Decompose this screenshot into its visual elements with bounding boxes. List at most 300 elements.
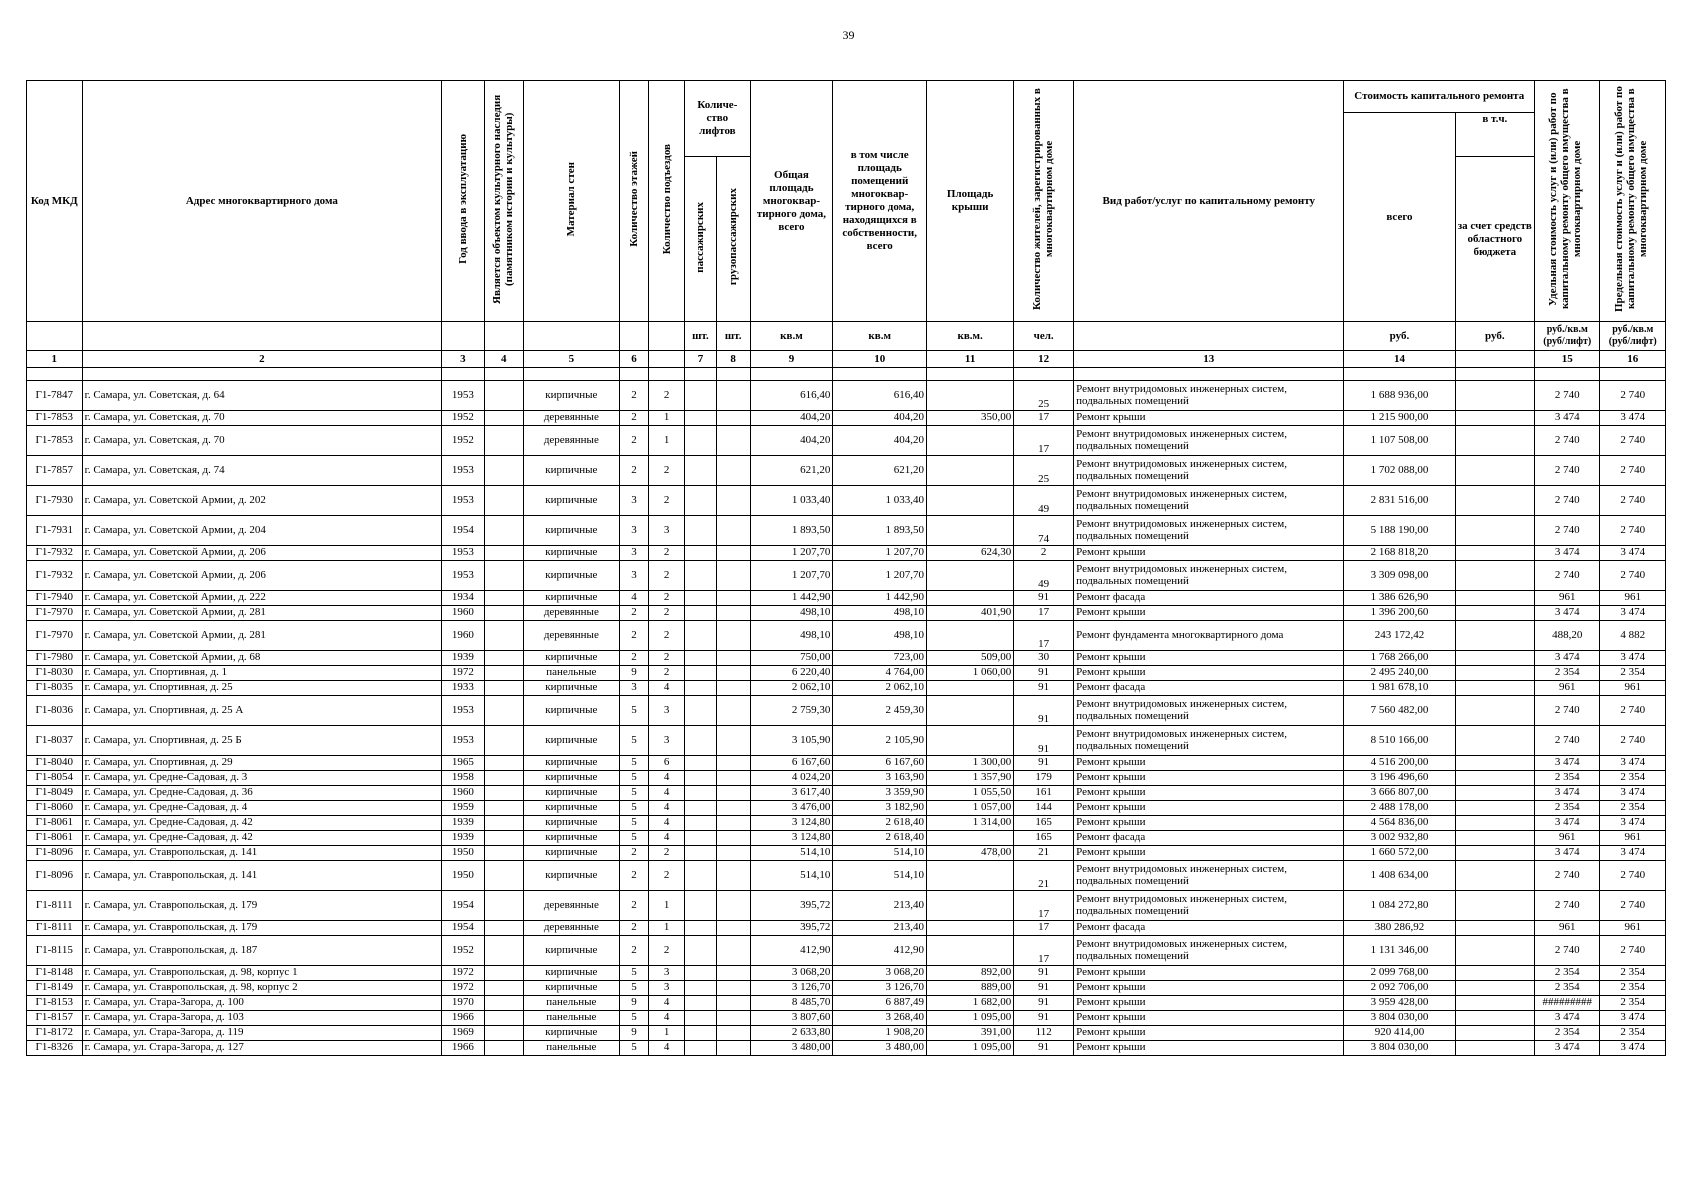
row-floors: 9 (619, 1026, 648, 1041)
row-max-cost: 3 474 (1600, 756, 1666, 771)
row-cost-total: 7 560 482,00 (1344, 696, 1455, 726)
row-code: Г1-8111 (27, 921, 83, 936)
row-entrances: 2 (649, 456, 685, 486)
row-unit-cost: 961 (1535, 831, 1600, 846)
row-address: г. Самара, ул. Советская, д. 70 (82, 426, 442, 456)
row-residents: 25 (1014, 381, 1074, 411)
row-total-area: 2 633,80 (750, 1026, 833, 1041)
row-owned-area: 3 268,40 (833, 1011, 927, 1026)
row-cost-total: 920 414,00 (1344, 1026, 1455, 1041)
row-material: кирпичные (523, 786, 619, 801)
row-total-area: 6 220,40 (750, 666, 833, 681)
row-heritage (484, 726, 523, 756)
row-max-cost: 3 474 (1600, 846, 1666, 861)
row-max-cost: 2 354 (1600, 801, 1666, 816)
row-cargo-lifts (716, 486, 750, 516)
row-work-type: Ремонт крыши (1074, 1011, 1344, 1026)
row-residents: 91 (1014, 981, 1074, 996)
row-code: Г1-8172 (27, 1026, 83, 1041)
row-cargo-lifts (716, 1041, 750, 1056)
row-floors: 3 (619, 516, 648, 546)
row-cost-regional (1455, 606, 1535, 621)
row-code: Г1-8157 (27, 1011, 83, 1026)
row-entrances: 4 (649, 681, 685, 696)
table-row (27, 1026, 1666, 1041)
col-number: 2 (82, 351, 442, 368)
row-floors: 5 (619, 786, 648, 801)
row-total-area: 1 893,50 (750, 516, 833, 546)
row-unit-cost: 488,20 (1535, 621, 1600, 651)
row-address: г. Самара, ул. Ставропольская, д. 187 (82, 936, 442, 966)
table-row (27, 786, 1666, 801)
row-max-cost: 2 740 (1600, 696, 1666, 726)
row-material: деревянные (523, 426, 619, 456)
col-number: 5 (523, 351, 619, 368)
row-material: кирпичные (523, 486, 619, 516)
row-unit-cost: 2 740 (1535, 516, 1600, 546)
row-cost-total: 2 092 706,00 (1344, 981, 1455, 996)
row-code: Г1-8049 (27, 786, 83, 801)
row-residents: 91 (1014, 591, 1074, 606)
unit-rub: руб. (1344, 322, 1455, 351)
row-material: кирпичные (523, 981, 619, 996)
row-work-type: Ремонт внутридомовых инженерных систем, подвальных помещений (1074, 726, 1344, 756)
row-roof-area: 1 682,00 (927, 996, 1014, 1011)
row-work-type: Ремонт внутридомовых инженерных систем, подвальных помещений (1074, 426, 1344, 456)
row-unit-cost: 2 740 (1535, 726, 1600, 756)
row-max-cost: 2 740 (1600, 936, 1666, 966)
row-roof-area (927, 381, 1014, 411)
header-floors: Количество этажей (627, 151, 640, 247)
row-owned-area: 3 163,90 (833, 771, 927, 786)
row-total-area: 498,10 (750, 621, 833, 651)
row-roof-area (927, 516, 1014, 546)
row-cost-total: 2 495 240,00 (1344, 666, 1455, 681)
row-passenger-lifts (685, 771, 717, 786)
col-number (649, 351, 685, 368)
row-max-cost: 2 740 (1600, 726, 1666, 756)
row-owned-area: 1 893,50 (833, 516, 927, 546)
row-residents: 74 (1014, 516, 1074, 546)
table-row (27, 861, 1666, 891)
row-cost-total: 1 768 266,00 (1344, 651, 1455, 666)
col-number: 9 (750, 351, 833, 368)
row-roof-area: 1 300,00 (927, 756, 1014, 771)
row-owned-area: 4 764,00 (833, 666, 927, 681)
row-unit-cost: 2 354 (1535, 1026, 1600, 1041)
row-floors: 5 (619, 801, 648, 816)
row-address: г. Самара, ул. Ставропольская, д. 98, корпус 1 (82, 966, 442, 981)
header-regional: за счет средств областного бюджета (1455, 157, 1535, 322)
row-cargo-lifts (716, 861, 750, 891)
row-code: Г1-7932 (27, 561, 83, 591)
row-entrances: 4 (649, 816, 685, 831)
row-passenger-lifts (685, 621, 717, 651)
header-roof-area: Площадь крыши (927, 81, 1014, 322)
row-unit-cost: 2 740 (1535, 381, 1600, 411)
row-year: 1939 (442, 651, 485, 666)
row-year: 1953 (442, 726, 485, 756)
table-row (27, 411, 1666, 426)
row-roof-area: 391,00 (927, 1026, 1014, 1041)
row-work-type: Ремонт крыши (1074, 996, 1344, 1011)
row-total-area: 498,10 (750, 606, 833, 621)
row-heritage (484, 591, 523, 606)
row-passenger-lifts (685, 786, 717, 801)
row-residents: 17 (1014, 621, 1074, 651)
row-max-cost: 3 474 (1600, 606, 1666, 621)
row-work-type: Ремонт крыши (1074, 411, 1344, 426)
row-floors: 2 (619, 426, 648, 456)
row-heritage (484, 426, 523, 456)
row-cost-regional (1455, 666, 1535, 681)
row-passenger-lifts (685, 516, 717, 546)
row-unit-cost: 2 740 (1535, 696, 1600, 726)
header-work-type: Вид работ/услуг по капитальному ремонту (1074, 81, 1344, 322)
row-max-cost: 2 740 (1600, 861, 1666, 891)
row-code: Г1-7931 (27, 516, 83, 546)
row-address: г. Самара, ул. Советской Армии, д. 222 (82, 591, 442, 606)
row-owned-area: 404,20 (833, 411, 927, 426)
col-number: 15 (1535, 351, 1600, 368)
row-roof-area (927, 831, 1014, 846)
row-cargo-lifts (716, 801, 750, 816)
row-cost-regional (1455, 846, 1535, 861)
row-cost-regional (1455, 786, 1535, 801)
row-code: Г1-8149 (27, 981, 83, 996)
row-address: г. Самара, ул. Стара-Загора, д. 119 (82, 1026, 442, 1041)
row-total-area: 616,40 (750, 381, 833, 411)
row-unit-cost: 2 740 (1535, 456, 1600, 486)
row-passenger-lifts (685, 456, 717, 486)
table-row (27, 816, 1666, 831)
row-heritage (484, 681, 523, 696)
table-row (27, 546, 1666, 561)
row-entrances: 3 (649, 966, 685, 981)
row-passenger-lifts (685, 426, 717, 456)
row-entrances: 4 (649, 801, 685, 816)
header-owned-area: в том числе площадь помещений многоквар-тирного дома, находящихся в собственности, всего (833, 81, 927, 322)
row-year: 1952 (442, 426, 485, 456)
row-year: 1972 (442, 981, 485, 996)
row-roof-area (927, 591, 1014, 606)
row-owned-area: 3 480,00 (833, 1041, 927, 1056)
row-address: г. Самара, ул. Советской Армии, д. 68 (82, 651, 442, 666)
row-max-cost: 3 474 (1600, 651, 1666, 666)
row-roof-area: 1 314,00 (927, 816, 1014, 831)
row-max-cost: 3 474 (1600, 411, 1666, 426)
row-cost-total: 8 510 166,00 (1344, 726, 1455, 756)
row-material: кирпичные (523, 831, 619, 846)
row-residents: 91 (1014, 726, 1074, 756)
row-work-type: Ремонт крыши (1074, 546, 1344, 561)
table-row (27, 456, 1666, 486)
row-unit-cost: 3 474 (1535, 651, 1600, 666)
row-work-type: Ремонт крыши (1074, 816, 1344, 831)
row-cost-regional (1455, 426, 1535, 456)
row-work-type: Ремонт внутридомовых инженерных систем, подвальных помещений (1074, 516, 1344, 546)
row-code: Г1-7980 (27, 651, 83, 666)
row-cost-total: 2 099 768,00 (1344, 966, 1455, 981)
row-roof-area: 509,00 (927, 651, 1014, 666)
row-floors: 4 (619, 591, 648, 606)
row-entrances: 2 (649, 936, 685, 966)
row-heritage (484, 666, 523, 681)
row-total-area: 3 476,00 (750, 801, 833, 816)
row-work-type: Ремонт крыши (1074, 606, 1344, 621)
row-owned-area: 2 459,30 (833, 696, 927, 726)
header-cost-total: всего (1344, 113, 1455, 322)
row-entrances: 3 (649, 516, 685, 546)
row-total-area: 514,10 (750, 846, 833, 861)
header-total-area: Общая площадь многоквар-тирного дома, всего (750, 81, 833, 322)
row-entrances: 2 (649, 666, 685, 681)
row-cargo-lifts (716, 786, 750, 801)
row-year: 1953 (442, 381, 485, 411)
row-address: г. Самара, ул. Советской Армии, д. 281 (82, 621, 442, 651)
row-owned-area: 514,10 (833, 861, 927, 891)
row-max-cost: 2 740 (1600, 456, 1666, 486)
row-year: 1950 (442, 861, 485, 891)
row-max-cost: 961 (1600, 921, 1666, 936)
row-heritage (484, 411, 523, 426)
row-cost-total: 3 666 807,00 (1344, 786, 1455, 801)
row-cost-total: 380 286,92 (1344, 921, 1455, 936)
header-residents: Количество жителей, зарегистрированных в многоквартирном доме (1030, 88, 1055, 310)
col-number: 16 (1600, 351, 1666, 368)
unit-pcs: шт. (685, 322, 717, 351)
row-passenger-lifts (685, 681, 717, 696)
row-floors: 5 (619, 966, 648, 981)
row-year: 1953 (442, 486, 485, 516)
row-heritage (484, 516, 523, 546)
row-cost-total: 1 396 200,60 (1344, 606, 1455, 621)
row-max-cost: 3 474 (1600, 1011, 1666, 1026)
row-owned-area: 2 618,40 (833, 816, 927, 831)
row-year: 1966 (442, 1041, 485, 1056)
row-floors: 2 (619, 936, 648, 966)
row-passenger-lifts (685, 606, 717, 621)
row-cargo-lifts (716, 846, 750, 861)
row-address: г. Самара, ул. Советской Армии, д. 206 (82, 561, 442, 591)
row-total-area: 3 126,70 (750, 981, 833, 996)
header-unit-cost: Удельная стоимость услуг и (или) работ по капитальному ремонту общего имущества в многоквартирном доме (1547, 88, 1584, 310)
row-total-area: 3 480,00 (750, 1041, 833, 1056)
row-roof-area: 350,00 (927, 411, 1014, 426)
row-max-cost: 2 354 (1600, 981, 1666, 996)
col-number: 4 (484, 351, 523, 368)
row-passenger-lifts (685, 966, 717, 981)
row-residents: 17 (1014, 606, 1074, 621)
row-heritage (484, 546, 523, 561)
row-unit-cost: 2 354 (1535, 771, 1600, 786)
row-passenger-lifts (685, 651, 717, 666)
row-unit-cost: 2 354 (1535, 966, 1600, 981)
row-work-type: Ремонт крыши (1074, 966, 1344, 981)
row-floors: 5 (619, 756, 648, 771)
header-cost: Стоимость капитального ремонта (1344, 81, 1535, 113)
table-row (27, 381, 1666, 411)
row-address: г. Самара, ул. Спортивная, д. 29 (82, 756, 442, 771)
row-residents: 179 (1014, 771, 1074, 786)
row-cost-total: 1 215 900,00 (1344, 411, 1455, 426)
row-passenger-lifts (685, 756, 717, 771)
row-passenger-lifts (685, 816, 717, 831)
row-year: 1933 (442, 681, 485, 696)
row-year: 1960 (442, 606, 485, 621)
row-owned-area: 1 442,90 (833, 591, 927, 606)
col-number: 10 (833, 351, 927, 368)
row-total-area: 404,20 (750, 426, 833, 456)
row-unit-cost: 961 (1535, 921, 1600, 936)
row-total-area: 3 124,80 (750, 816, 833, 831)
row-passenger-lifts (685, 921, 717, 936)
col-number: 1 (27, 351, 83, 368)
row-cost-regional (1455, 726, 1535, 756)
row-total-area: 2 062,10 (750, 681, 833, 696)
col-number: 3 (442, 351, 485, 368)
row-material: кирпичные (523, 936, 619, 966)
header-entrances: Количество подъездов (660, 143, 673, 255)
row-cargo-lifts (716, 411, 750, 426)
row-cost-total: 1 688 936,00 (1344, 381, 1455, 411)
row-max-cost: 2 740 (1600, 426, 1666, 456)
row-cargo-lifts (716, 831, 750, 846)
row-cost-regional (1455, 411, 1535, 426)
row-passenger-lifts (685, 411, 717, 426)
row-cost-regional (1455, 1041, 1535, 1056)
row-cargo-lifts (716, 561, 750, 591)
row-code: Г1-8035 (27, 681, 83, 696)
row-year: 1939 (442, 816, 485, 831)
row-year: 1953 (442, 696, 485, 726)
row-material: деревянные (523, 621, 619, 651)
row-passenger-lifts (685, 1041, 717, 1056)
row-owned-area: 723,00 (833, 651, 927, 666)
row-roof-area: 478,00 (927, 846, 1014, 861)
row-work-type: Ремонт внутридомовых инженерных систем, подвальных помещений (1074, 936, 1344, 966)
table-row (27, 606, 1666, 621)
table-row (27, 891, 1666, 921)
row-work-type: Ремонт фасада (1074, 681, 1344, 696)
header-passenger: пассажирских (694, 201, 707, 273)
table-row (27, 561, 1666, 591)
row-year: 1939 (442, 831, 485, 846)
row-heritage (484, 801, 523, 816)
row-address: г. Самара, ул. Спортивная, д. 1 (82, 666, 442, 681)
row-heritage (484, 486, 523, 516)
row-owned-area: 3 126,70 (833, 981, 927, 996)
row-code: Г1-7857 (27, 456, 83, 486)
row-cost-regional (1455, 966, 1535, 981)
row-max-cost: 2 740 (1600, 891, 1666, 921)
row-cargo-lifts (716, 381, 750, 411)
row-roof-area (927, 936, 1014, 966)
row-passenger-lifts (685, 726, 717, 756)
row-floors: 3 (619, 561, 648, 591)
row-roof-area (927, 891, 1014, 921)
row-year: 1959 (442, 801, 485, 816)
row-floors: 2 (619, 606, 648, 621)
col-number: 11 (927, 351, 1014, 368)
row-material: кирпичные (523, 381, 619, 411)
row-residents: 161 (1014, 786, 1074, 801)
row-floors: 3 (619, 546, 648, 561)
row-heritage (484, 456, 523, 486)
row-address: г. Самара, ул. Ставропольская, д. 179 (82, 921, 442, 936)
row-entrances: 2 (649, 546, 685, 561)
row-passenger-lifts (685, 1026, 717, 1041)
table-body (27, 368, 1666, 1056)
row-year: 1953 (442, 561, 485, 591)
row-address: г. Самара, ул. Ставропольская, д. 141 (82, 846, 442, 861)
row-material: кирпичные (523, 561, 619, 591)
row-material: кирпичные (523, 816, 619, 831)
row-max-cost: 961 (1600, 681, 1666, 696)
row-address: г. Самара, ул. Средне-Садовая, д. 3 (82, 771, 442, 786)
row-unit-cost: 3 474 (1535, 411, 1600, 426)
row-cost-total: 1 981 678,10 (1344, 681, 1455, 696)
row-cost-regional (1455, 831, 1535, 846)
row-address: г. Самара, ул. Советская, д. 64 (82, 381, 442, 411)
row-address: г. Самара, ул. Спортивная, д. 25 Б (82, 726, 442, 756)
row-total-area: 3 105,90 (750, 726, 833, 756)
row-material: кирпичные (523, 651, 619, 666)
table-row (27, 996, 1666, 1011)
row-residents: 91 (1014, 1011, 1074, 1026)
row-code: Г1-8148 (27, 966, 83, 981)
row-address: г. Самара, ул. Ставропольская, д. 98, корпус 2 (82, 981, 442, 996)
row-cost-regional (1455, 996, 1535, 1011)
row-code: Г1-7853 (27, 426, 83, 456)
row-work-type: Ремонт крыши (1074, 786, 1344, 801)
row-year: 1960 (442, 786, 485, 801)
row-total-area: 395,72 (750, 921, 833, 936)
col-number: 7 (685, 351, 717, 368)
col-number: 8 (716, 351, 750, 368)
row-heritage (484, 756, 523, 771)
row-heritage (484, 831, 523, 846)
table-row (27, 831, 1666, 846)
row-entrances: 2 (649, 486, 685, 516)
row-address: г. Самара, ул. Советской Армии, д. 281 (82, 606, 442, 621)
row-code: Г1-8036 (27, 696, 83, 726)
row-unit-cost: 3 474 (1535, 786, 1600, 801)
row-heritage (484, 381, 523, 411)
row-cost-regional (1455, 1026, 1535, 1041)
row-year: 1952 (442, 411, 485, 426)
row-cargo-lifts (716, 756, 750, 771)
table-row (27, 1041, 1666, 1056)
row-unit-cost: 2 740 (1535, 486, 1600, 516)
row-code: Г1-7853 (27, 411, 83, 426)
row-code: Г1-8153 (27, 996, 83, 1011)
row-floors: 5 (619, 1011, 648, 1026)
row-total-area: 4 024,20 (750, 771, 833, 786)
row-address: г. Самара, ул. Советской Армии, д. 204 (82, 516, 442, 546)
row-unit-cost: 3 474 (1535, 1041, 1600, 1056)
row-material: кирпичные (523, 861, 619, 891)
row-owned-area: 3 182,90 (833, 801, 927, 816)
row-total-area: 6 167,60 (750, 756, 833, 771)
row-entrances: 3 (649, 726, 685, 756)
table-row (27, 1011, 1666, 1026)
header-material: Материал стен (565, 161, 578, 237)
row-entrances: 6 (649, 756, 685, 771)
row-year: 1950 (442, 846, 485, 861)
row-material: кирпичные (523, 696, 619, 726)
row-passenger-lifts (685, 936, 717, 966)
